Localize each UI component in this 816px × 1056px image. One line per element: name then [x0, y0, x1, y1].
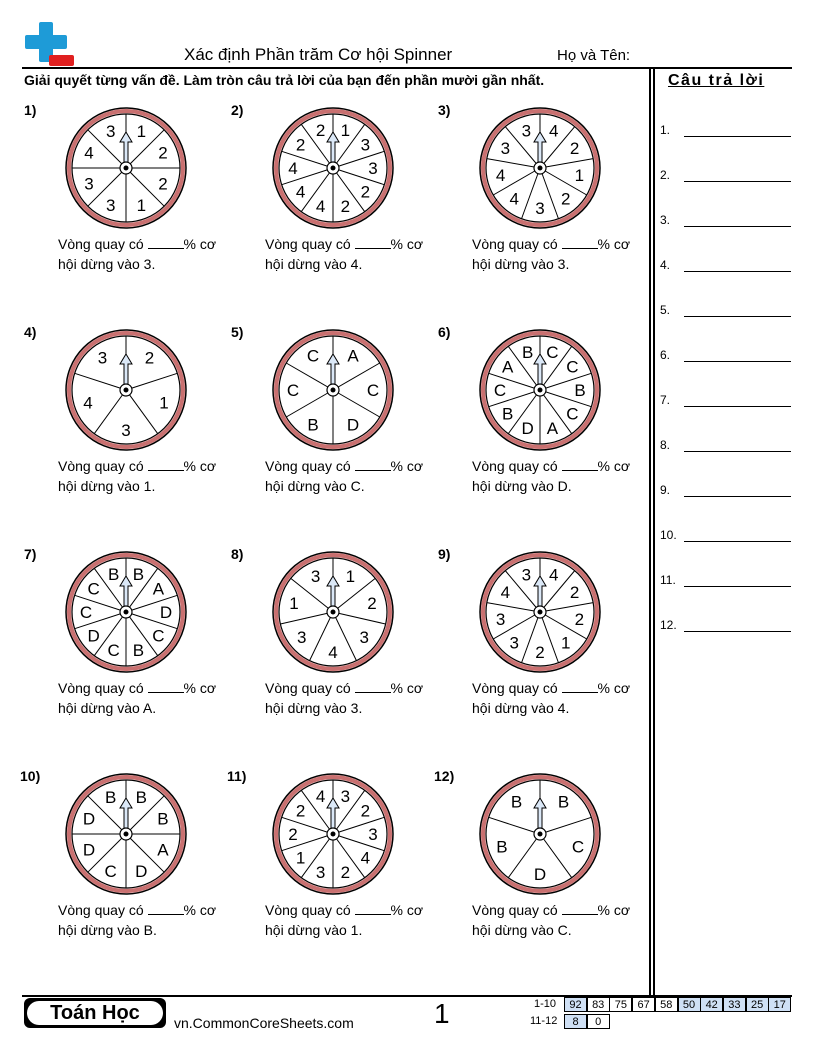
question-text	[472, 678, 672, 718]
problem-number: 1)	[24, 102, 37, 118]
question-suffix: % cơ	[597, 902, 631, 918]
sector-label: 1	[295, 848, 306, 868]
question-text	[58, 900, 258, 940]
target-value: 1.	[143, 478, 156, 494]
sector-label: 2	[340, 863, 351, 883]
spinner	[60, 102, 192, 234]
answer-blank-line[interactable]	[684, 226, 791, 227]
sector-label: 4	[548, 121, 559, 141]
stop-prefix: hội dừng vào	[58, 256, 140, 272]
sector-label: 2	[144, 348, 155, 368]
sector-label: 4	[360, 848, 371, 868]
sector-label: D	[521, 419, 534, 439]
answer-row[interactable]	[660, 483, 795, 499]
answer-number: 9.	[660, 483, 671, 497]
sector-label: A	[501, 357, 514, 377]
sector-label: 3	[500, 139, 511, 158]
question-prefix: Vòng quay có	[265, 236, 351, 252]
sector-label: C	[571, 837, 585, 857]
answer-blank-line[interactable]	[684, 181, 791, 182]
answer-row[interactable]	[660, 168, 795, 184]
answer-blank-line[interactable]	[684, 136, 791, 137]
sector-label: D	[533, 865, 547, 884]
header-divider	[22, 67, 792, 69]
question-suffix: % cơ	[390, 680, 424, 696]
percent-blank[interactable]	[562, 680, 598, 693]
question-prefix: Vòng quay có	[472, 902, 558, 918]
question-text	[265, 234, 465, 274]
target-value: D.	[557, 478, 572, 494]
spinner-hub-dot	[124, 832, 129, 837]
spinner-hub-dot	[331, 388, 336, 393]
percent-blank[interactable]	[148, 458, 184, 471]
sector-label: 2	[569, 583, 580, 602]
stop-prefix: hội dừng vào	[265, 922, 347, 938]
percent-blank[interactable]	[562, 236, 598, 249]
target-value: C.	[557, 922, 572, 938]
spinner-hub-dot	[538, 166, 543, 171]
sector-label: 1	[345, 566, 356, 586]
stop-prefix: hội dừng vào	[472, 478, 554, 494]
sector-label: 2	[158, 174, 168, 194]
answer-key-cell: 50	[678, 997, 701, 1012]
sector-label: 3	[521, 565, 532, 585]
sector-label: 2	[158, 143, 168, 163]
sector-label: B	[105, 788, 117, 808]
question-prefix: Vòng quay có	[265, 680, 351, 696]
sector-label: 4	[509, 189, 520, 209]
problem-number: 12)	[434, 768, 455, 784]
sector-label: 2	[295, 135, 306, 155]
sector-label: 1	[159, 393, 169, 413]
sector-label: B	[157, 809, 169, 829]
sector-label: B	[510, 792, 523, 812]
problem-number: 7)	[24, 546, 37, 562]
answer-blank-line[interactable]	[684, 406, 791, 407]
sector-label: 2	[569, 139, 580, 158]
sector-label: C	[104, 861, 117, 881]
spinner-hub-dot	[124, 388, 129, 393]
question-text	[58, 456, 258, 496]
sector-label: 2	[560, 189, 571, 209]
answer-key-cell: 58	[655, 997, 678, 1012]
sector-label: 3	[535, 199, 545, 218]
sector-label: D	[135, 861, 148, 881]
answer-blank-line[interactable]	[684, 496, 791, 497]
question-prefix: Vòng quay có	[58, 680, 144, 696]
problem-number: 6)	[438, 324, 451, 340]
sector-label: 4	[295, 182, 306, 202]
question-suffix: % cơ	[597, 458, 631, 474]
question-text	[472, 900, 672, 940]
stop-prefix: hội dừng vào	[58, 478, 140, 494]
sector-label: C	[493, 381, 507, 400]
answer-row[interactable]	[660, 303, 795, 319]
problem-number: 8)	[231, 546, 244, 562]
sector-label: 2	[367, 594, 377, 614]
answer-number: 4.	[660, 258, 671, 272]
question-suffix: % cơ	[183, 680, 217, 696]
site-url: vn.CommonCoreSheets.com	[174, 1015, 354, 1031]
answer-key-cell: 0	[587, 1014, 610, 1029]
sector-label: 2	[295, 801, 306, 821]
sector-label: 4	[495, 165, 506, 185]
answer-key-cell: 42	[700, 997, 723, 1012]
sector-label: 1	[136, 195, 147, 215]
sector-label: A	[546, 419, 559, 439]
problem-number: 4)	[24, 324, 37, 340]
answer-blank-line[interactable]	[684, 316, 791, 317]
sector-label: 4	[315, 786, 326, 806]
question-suffix: % cơ	[390, 458, 424, 474]
spinner	[267, 324, 399, 456]
answer-number: 6.	[660, 348, 671, 362]
answer-row[interactable]	[660, 348, 795, 364]
sector-label: 3	[495, 609, 506, 629]
sector-label: 3	[97, 348, 108, 368]
answer-number: 3.	[660, 213, 671, 227]
question-suffix: % cơ	[183, 236, 217, 252]
problem-number: 5)	[231, 324, 244, 340]
question-suffix: % cơ	[390, 236, 424, 252]
sector-label: 3	[84, 174, 94, 194]
sector-label: B	[501, 404, 514, 424]
sector-label: 3	[368, 825, 378, 844]
sector-label: 3	[315, 863, 326, 883]
name-label: Họ và Tên:	[557, 47, 631, 64]
question-suffix: % cơ	[597, 236, 631, 252]
answer-key-cell: 92	[564, 997, 587, 1012]
target-value: 3.	[143, 256, 156, 272]
percent-blank[interactable]	[355, 458, 391, 471]
answer-panel-border	[649, 67, 651, 995]
target-value: C.	[350, 478, 365, 494]
spinner	[474, 102, 606, 234]
brand-badge	[24, 998, 166, 1028]
sector-label: D	[82, 809, 96, 829]
sector-label: C	[79, 603, 93, 622]
question-text	[265, 900, 465, 940]
percent-blank[interactable]	[355, 236, 391, 249]
sector-label: C	[286, 381, 300, 400]
problem-number: 3)	[438, 102, 451, 118]
sector-label: 4	[548, 565, 559, 585]
problem-number: 11)	[227, 768, 247, 784]
answer-blank-line[interactable]	[684, 631, 791, 632]
brand-label: Toán Học	[27, 1001, 163, 1025]
sector-label: 3	[105, 195, 116, 215]
sector-label: C	[366, 381, 380, 400]
sector-label: B	[132, 564, 145, 584]
instructions: Giải quyết từng vấn đề. Làm tròn câu trả lời của bạn đến phần mười gần nhất.	[24, 72, 545, 88]
sector-label: 2	[315, 120, 326, 140]
sector-label: C	[107, 641, 120, 661]
spinner	[267, 768, 399, 900]
sector-label: B	[557, 792, 570, 812]
stop-prefix: hội dừng vào	[265, 700, 347, 716]
answer-number: 12.	[660, 618, 677, 632]
question-suffix: % cơ	[183, 458, 217, 474]
spinner	[60, 768, 192, 900]
target-value: 3.	[557, 256, 570, 272]
answer-number: 1.	[660, 123, 671, 137]
question-text	[58, 234, 258, 274]
answer-key-label: 1-10	[534, 998, 557, 1010]
stop-prefix: hội dừng vào	[58, 700, 140, 716]
sector-label: 3	[340, 786, 351, 806]
sector-label: 3	[521, 121, 532, 141]
percent-blank[interactable]	[355, 680, 391, 693]
answer-row[interactable]	[660, 393, 795, 409]
answer-panel-title: Câu trả lời	[668, 72, 765, 89]
spinner-hub-dot	[538, 832, 543, 837]
sector-label: 4	[500, 583, 511, 602]
percent-blank[interactable]	[148, 902, 184, 915]
stop-prefix: hội dừng vào	[472, 922, 554, 938]
target-value: A.	[142, 700, 157, 716]
stop-prefix: hội dừng vào	[472, 256, 554, 272]
percent-blank[interactable]	[562, 458, 598, 471]
sector-label: B	[107, 564, 120, 584]
sector-label: 2	[360, 182, 371, 202]
answer-number: 2.	[660, 168, 671, 182]
answer-row[interactable]	[660, 123, 795, 139]
answer-blank-line[interactable]	[684, 451, 791, 452]
spinner-hub-dot	[124, 610, 129, 615]
sector-label: 3	[310, 566, 321, 586]
question-prefix: Vòng quay có	[58, 458, 144, 474]
sector-label: 4	[315, 197, 326, 217]
spinner	[60, 546, 192, 678]
question-text	[265, 456, 465, 496]
sector-label: 3	[105, 122, 116, 142]
target-value: B.	[143, 922, 157, 938]
question-prefix: Vòng quay có	[265, 902, 351, 918]
sector-label: D	[87, 626, 100, 646]
answer-row[interactable]	[660, 258, 795, 274]
sector-label: 4	[83, 393, 93, 413]
answer-key-label: 11-12	[530, 1015, 558, 1027]
stop-prefix: hội dừng vào	[472, 700, 554, 716]
sector-label: 2	[340, 197, 351, 217]
answer-blank-line[interactable]	[684, 271, 791, 272]
sector-label: C	[306, 346, 320, 366]
sector-label: C	[87, 579, 100, 599]
answer-key-cell: 67	[632, 997, 655, 1012]
answer-number: 7.	[660, 393, 671, 407]
sector-label: 3	[121, 421, 131, 440]
sector-label: B	[574, 381, 586, 400]
sector-label: 1	[289, 594, 299, 614]
spinner	[267, 102, 399, 234]
spinner-hub-dot	[538, 388, 543, 393]
sector-label: 3	[360, 135, 371, 155]
question-suffix: % cơ	[183, 902, 217, 918]
sector-label: 1	[560, 633, 571, 653]
question-prefix: Vòng quay có	[58, 902, 144, 918]
question-suffix: % cơ	[597, 680, 631, 696]
question-prefix: Vòng quay có	[472, 236, 558, 252]
spinner-hub-dot	[124, 166, 129, 171]
sector-label: D	[159, 603, 173, 622]
question-text	[58, 678, 258, 718]
page-title: Xác định Phần trăm Cơ hội Spinner	[184, 45, 453, 64]
answer-key-cell: 75	[609, 997, 632, 1012]
stop-prefix: hội dừng vào	[265, 478, 347, 494]
stop-prefix: hội dừng vào	[58, 922, 140, 938]
percent-blank[interactable]	[355, 902, 391, 915]
answer-key-cell: 25	[746, 997, 769, 1012]
sector-label: B	[307, 415, 319, 435]
question-suffix: % cơ	[390, 902, 424, 918]
plus-minus-logo-icon	[22, 22, 74, 68]
sector-label: 3	[296, 627, 307, 647]
target-value: 1.	[350, 922, 363, 938]
answer-number: 8.	[660, 438, 671, 452]
question-text	[265, 678, 465, 718]
sector-label: 3	[509, 633, 520, 653]
spinner-hub-dot	[538, 610, 543, 615]
sector-label: B	[132, 641, 145, 661]
sector-label: 4	[84, 143, 94, 163]
spinner-hub-dot	[331, 832, 336, 837]
sector-label: C	[566, 357, 579, 377]
percent-blank[interactable]	[148, 236, 184, 249]
sector-label: D	[346, 415, 360, 435]
spinner	[60, 324, 192, 456]
answer-number: 5.	[660, 303, 671, 317]
sector-label: C	[152, 626, 165, 646]
sector-label: A	[347, 346, 359, 366]
sector-label: C	[546, 342, 559, 362]
sector-label: C	[566, 404, 579, 424]
target-value: 3.	[350, 700, 363, 716]
answer-number: 10.	[660, 528, 677, 542]
sector-label: 1	[574, 165, 585, 185]
question-prefix: Vòng quay có	[472, 458, 558, 474]
problem-number: 9)	[438, 546, 451, 562]
answer-panel-border-inner	[653, 67, 655, 995]
spinner-hub-dot	[331, 610, 336, 615]
target-value: 4.	[350, 256, 363, 272]
answer-number: 11.	[660, 573, 676, 587]
problem-number: 2)	[231, 102, 244, 118]
spinner	[267, 546, 399, 678]
sector-label: B	[496, 837, 508, 857]
sector-label: 3	[368, 159, 378, 178]
spinner-hub-dot	[331, 166, 336, 171]
sector-label: 2	[288, 825, 298, 844]
answer-blank-line[interactable]	[684, 541, 791, 542]
answer-row[interactable]	[660, 528, 795, 544]
sector-label: 2	[360, 801, 371, 821]
sector-label: 2	[574, 609, 585, 629]
answer-row[interactable]	[660, 213, 795, 229]
answer-key-cell: 8	[564, 1014, 587, 1029]
answer-blank-line[interactable]	[684, 361, 791, 362]
sector-label: 2	[535, 643, 545, 662]
question-prefix: Vòng quay có	[472, 680, 558, 696]
stop-prefix: hội dừng vào	[265, 256, 347, 272]
spinner	[474, 546, 606, 678]
question-text	[472, 456, 672, 496]
problem-number: 10)	[20, 768, 41, 784]
sector-label: 1	[340, 120, 351, 140]
question-prefix: Vòng quay có	[58, 236, 144, 252]
answer-key-cell: 33	[723, 997, 746, 1012]
sector-label: A	[157, 840, 169, 860]
question-prefix: Vòng quay có	[265, 458, 351, 474]
percent-blank[interactable]	[562, 902, 598, 915]
sector-label: B	[135, 788, 147, 808]
sector-label: 3	[359, 627, 370, 647]
percent-blank[interactable]	[148, 680, 184, 693]
answer-key-cell: 17	[768, 997, 791, 1012]
sector-label: 4	[328, 643, 338, 662]
sector-label: 1	[136, 122, 147, 142]
question-text	[472, 234, 672, 274]
spinner	[474, 324, 606, 456]
sector-label: A	[152, 579, 165, 599]
answer-key-cell: 83	[587, 997, 610, 1012]
page-number: 1	[434, 998, 450, 1029]
answer-row[interactable]	[660, 438, 795, 454]
sector-label: D	[82, 840, 96, 860]
answer-row[interactable]	[660, 573, 795, 589]
spinner	[474, 768, 606, 900]
target-value: 4.	[557, 700, 570, 716]
answer-row[interactable]	[660, 618, 795, 634]
sector-label: B	[521, 342, 534, 362]
sector-label: 4	[288, 159, 298, 178]
answer-blank-line[interactable]	[684, 586, 791, 587]
